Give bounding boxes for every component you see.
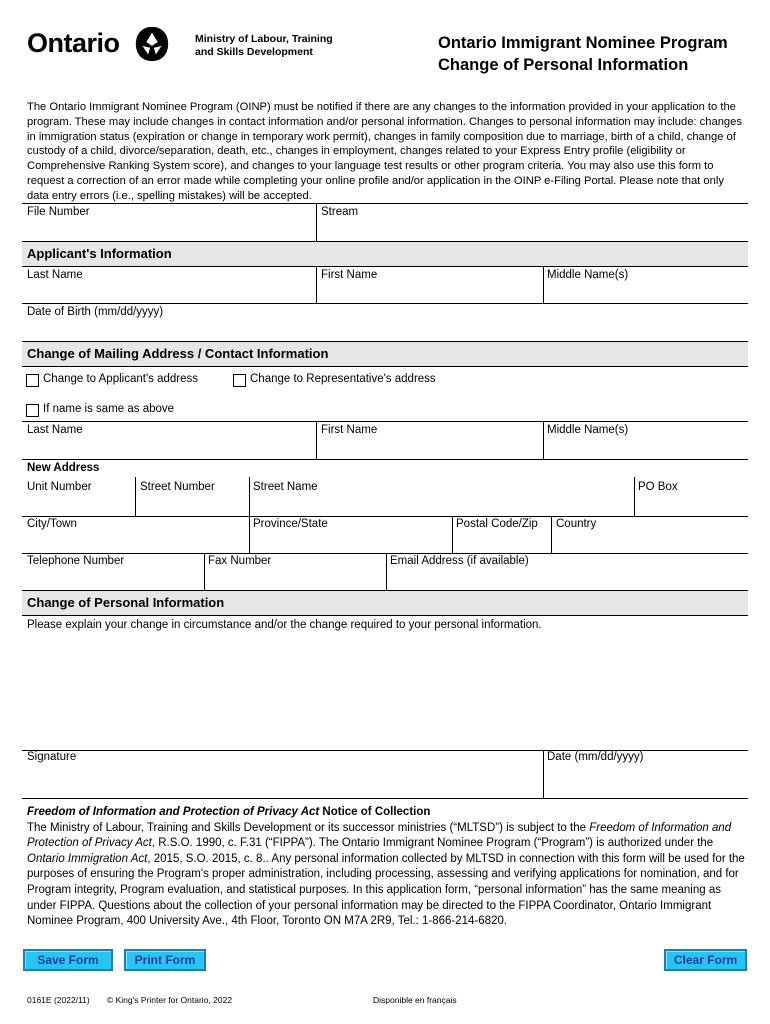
- unit-number-label: Unit Number: [27, 481, 92, 493]
- divider: [543, 750, 544, 798]
- divider: [204, 553, 205, 590]
- divider: [316, 203, 317, 241]
- save-form-button[interactable]: Save Form: [23, 949, 113, 971]
- date-field[interactable]: [545, 766, 748, 796]
- notice-act-name: Ontario Immigration Act: [27, 852, 148, 865]
- divider: [22, 303, 748, 304]
- fax-field[interactable]: [206, 569, 385, 589]
- notice-text: The Ministry of Labour, Training and Skills Development or its successor ministries (“MLTSD”) is subject to the: [27, 821, 590, 834]
- po-box-label: PO Box: [638, 481, 678, 493]
- postal-code-field[interactable]: [454, 532, 550, 552]
- divider: [249, 477, 250, 516]
- mailing-last-name-field[interactable]: [22, 438, 316, 458]
- telephone-label: Telephone Number: [27, 555, 125, 567]
- representative-address-checkbox[interactable]: [233, 374, 246, 387]
- fax-label: Fax Number: [208, 555, 272, 567]
- same-name-checkbox[interactable]: [26, 404, 39, 417]
- file-number-field[interactable]: [22, 220, 316, 240]
- form-code: 0161E (2022/11): [27, 995, 90, 1005]
- notice-title-rest: Notice of Collection: [319, 806, 431, 818]
- section-mailing: [22, 341, 748, 366]
- form-title-line1: Ontario Immigrant Nominee Program: [438, 34, 728, 52]
- section-heading: Change of Personal Information: [27, 595, 225, 610]
- unit-number-field[interactable]: [22, 495, 134, 515]
- ministry-name: Ministry of Labour, Training and Skills Development: [195, 33, 333, 58]
- country-field[interactable]: [553, 532, 748, 552]
- date-label: Date (mm/dd/yyyy): [547, 751, 644, 763]
- clear-form-button[interactable]: Clear Form: [664, 949, 747, 971]
- po-box-field[interactable]: [636, 495, 748, 515]
- mailing-first-name-field[interactable]: [318, 438, 542, 458]
- country-label: Country: [556, 518, 597, 530]
- intro-text: The Ontario Immigrant Nominee Program (OINP) must be notified if there are any changes to the information provided in your application to the program. These may include changes in contact information and/or personal information. Changes to personal information may include: changes in immigration status (expiration or change in temporary work permit), changes in family composition due to marriage, birth of a child, change of custody of a child, divorce/separation, death, etc., changes in employment, changes related to your Express Entry profile (eligibility or Comprehensive Ranking System score), and changes to your language test results or other program criteria. You may also use this form to request a correction of an error made while completing your online profile and/or application in the OINP e-Filing Portal. Please note that only data entry errors (i.e., spelling mistakes) will be accepted.: [27, 101, 742, 202]
- applicant-last-name-label: Last Name: [27, 269, 83, 281]
- ontario-logo: Ontario: [27, 28, 120, 58]
- city-field[interactable]: [22, 532, 248, 552]
- form-title: [438, 32, 728, 76]
- signature-label: Signature: [27, 751, 77, 763]
- form-header: [0, 0, 770, 95]
- applicant-first-name-label: First Name: [321, 269, 378, 281]
- new-address-heading: New Address: [27, 462, 100, 474]
- mailing-middle-name-label: Middle Name(s): [547, 424, 629, 436]
- divider: [22, 203, 748, 204]
- section-heading: Applicant's Information: [27, 246, 172, 261]
- divider: [249, 516, 250, 553]
- copyright: © King's Printer for Ontario, 2022: [107, 995, 233, 1005]
- divider: [22, 421, 748, 422]
- signature-field[interactable]: [22, 766, 542, 796]
- change-instructions: Please explain your change in circumstance and/or the change required to your personal information.: [27, 619, 542, 631]
- applicant-address-label: Change to Applicant's address: [43, 373, 198, 385]
- representative-address-label: Change to Representative's address: [250, 373, 436, 385]
- dob-label: Date of Birth (mm/dd/yyyy): [27, 306, 164, 318]
- email-field[interactable]: [388, 569, 748, 589]
- same-name-label: If name is same as above: [43, 403, 175, 415]
- applicant-last-name-field[interactable]: [22, 283, 316, 303]
- notice-body: [27, 821, 745, 930]
- trillium-icon: [133, 24, 171, 64]
- divider: [386, 553, 387, 590]
- mailing-middle-name-field[interactable]: [545, 438, 748, 458]
- divider: [22, 553, 748, 554]
- street-number-field[interactable]: [137, 495, 248, 515]
- stream-field[interactable]: [318, 220, 748, 240]
- divider: [543, 266, 544, 304]
- form-title-line2: Change of Personal Information: [438, 56, 689, 74]
- file-number-label: File Number: [27, 206, 90, 218]
- divider: [452, 516, 453, 553]
- street-number-label: Street Number: [140, 481, 215, 493]
- divider: [22, 798, 748, 799]
- notice-title: [27, 805, 745, 821]
- email-label: Email Address (if available): [390, 555, 529, 567]
- notice-act-name: Freedom of Information and Protection of Privacy Act: [27, 821, 732, 850]
- notice-text: , 2015, S.O. 2015, c. 8.. Any personal information collected by MLTSD in connection with this form will be used for the purposes of ensuring the Program's proper administration, including processing, assessing and verifying applications for nomination, and for Program integrity, Program evaluation, and statistical purposes. In this application form, “personal information” has the same meaning as under FIPPA. Questions about the collection of your personal information may be directed to the FIPPA Coordinator, Ontario Immigrant Nominee Program, 400 University Ave., 4th Floor, Toronto ON M7A 2R9, Tel.: 1-866-214-6820.: [27, 852, 745, 928]
- notice-text: , R.S.O. 1990, c. F.31 (“FIPPA”). The Ontario Immigrant Nominee Program (“Program”) is authorized under the: [151, 837, 714, 850]
- stream-label: Stream: [321, 206, 359, 218]
- divider: [543, 421, 544, 459]
- applicant-first-name-field[interactable]: [318, 283, 542, 303]
- divider: [22, 615, 748, 616]
- notice-title-act: Freedom of Information and Protection of Privacy Act: [27, 806, 320, 818]
- change-explanation-field[interactable]: [24, 640, 744, 748]
- section-personal: [22, 590, 748, 615]
- city-label: City/Town: [27, 518, 77, 530]
- street-name-label: Street Name: [253, 481, 318, 493]
- province-field[interactable]: [251, 532, 451, 552]
- postal-code-label: Postal Code/Zip: [456, 518, 538, 530]
- divider: [135, 477, 136, 516]
- divider: [22, 366, 748, 367]
- divider: [22, 266, 748, 267]
- street-name-field[interactable]: [251, 495, 632, 515]
- divider: [634, 477, 635, 516]
- applicant-address-checkbox[interactable]: [26, 374, 39, 387]
- divider: [316, 266, 317, 304]
- divider: [551, 516, 552, 553]
- section-heading: Change of Mailing Address / Contact Information: [27, 346, 329, 361]
- mailing-last-name-label: Last Name: [27, 424, 83, 436]
- applicant-middle-name-field[interactable]: [545, 283, 748, 303]
- dob-field[interactable]: [22, 320, 748, 340]
- divider: [316, 421, 317, 459]
- mailing-first-name-label: First Name: [321, 424, 378, 436]
- divider: [22, 459, 748, 460]
- applicant-middle-name-label: Middle Name(s): [547, 269, 629, 281]
- print-form-button[interactable]: Print Form: [124, 949, 206, 971]
- divider: [22, 516, 748, 517]
- telephone-field[interactable]: [22, 569, 203, 589]
- french-version-note: Disponible en français: [373, 995, 457, 1005]
- section-applicant: [22, 241, 748, 266]
- privacy-notice: [27, 805, 745, 930]
- province-label: Province/State: [253, 518, 328, 530]
